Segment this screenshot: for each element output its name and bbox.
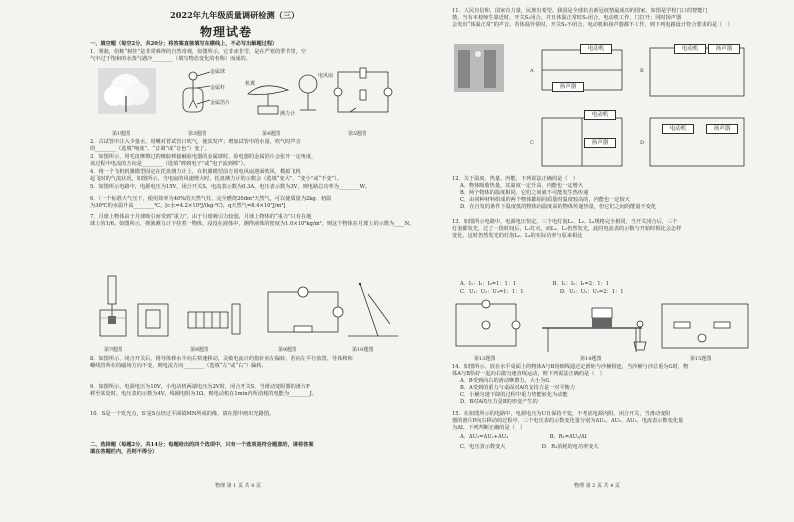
- left-page-footer: 物理 第 1 页 共 4 页: [215, 483, 261, 489]
- fig14-caption: 第14题图: [580, 356, 602, 362]
- c-motor-box: 电动机: [584, 110, 616, 120]
- q13-line2: 灯泡都发光，过了一段时间后，L₁灯灭，而L₂、L₃仍然发光，此时电流表的示数与开始时相比会怎样: [452, 226, 682, 232]
- q12-option-b: B．两个物体的温度相同，它们之间就不可能发生热传递: [460, 190, 589, 196]
- section-2-heading-cont: 填在答题栏内，否则不得分）: [90, 449, 158, 455]
- circuit-d-label: D: [640, 140, 645, 146]
- q8-line1: 8．如图所示，闭合开关后，将导体棒水平向右快速移动，灵敏电流计的指针向左偏转。若向左平行放置，导体棒和: [90, 356, 353, 362]
- q13-line3: 变化，这时仍然发光的灯泡L₂、L₃的实际功率与原来相比: [452, 233, 583, 239]
- q11-line3: 会发出“体温正常”的声音。若体温异常时，开关S₂不闭合，电动机和扬声器都不工作，则下列电路设计符合要求的是（ ）: [452, 22, 733, 28]
- fig3-label-ball: 金属球: [210, 69, 226, 75]
- fig13-caption: 第13题图: [474, 356, 496, 362]
- fig4-caption: 第4题图: [262, 131, 281, 137]
- fig13-lamp-circuit: [456, 300, 520, 346]
- fig8-coil: [188, 304, 240, 334]
- d-speaker-box: 扬声器: [706, 124, 738, 134]
- q15-line3: 为ΔI，下列判断正确的是（ ）: [452, 425, 526, 431]
- q7-line1: 7．月球上物体由于月球吸引而受到“重力”，由于月球吸引力较弱，月球上物体的“重力”只有在地: [90, 214, 312, 220]
- fig5-circuit: [334, 68, 392, 112]
- fig4-label-fan: 电风扇: [318, 73, 334, 79]
- c-speaker-box: 扬声器: [584, 138, 616, 148]
- b-motor-box: 电动机: [674, 44, 706, 54]
- q15-line1: 15．在如图所示的电路中，电源电压为U且保持不变，不考虑电源内阻。闭合开关，当滑动变阻: [452, 411, 671, 417]
- q15-line2: 器的滑片P向右移动的过程中，三个电压表的示数变化量分别为ΔU₁、ΔU₂、ΔU₃，电流表示数变化量: [452, 418, 684, 424]
- fig10-mirror: [348, 283, 398, 336]
- fig4-label-scale: 测力计: [280, 111, 296, 117]
- fig9-caption: 第9题图: [278, 347, 297, 353]
- fig7-spring-scale: [100, 276, 168, 336]
- figure-row-1: [98, 66, 398, 126]
- right-page-footer: 物理 第 2 页 共 4 页: [574, 483, 620, 489]
- q3-line1: 3．如图所示，用毛皮摩擦过的橡胶棒接触验电器的金属球时，验电器的金属箔片会张开一定角度，: [90, 154, 317, 160]
- q10-line1: 10．S是一个发光点，S'是S点经过平面镜MN所成的像，请在图中画出光路图。: [90, 411, 275, 417]
- fig8-caption: 第8题图: [190, 347, 209, 353]
- fig5-caption: 第5题图: [348, 131, 367, 137]
- q3-line2: 该过程中电流的方向是________（选填“棒到电子”或“电子流到棒”）。: [90, 161, 249, 167]
- fig3-caption: 第3题图: [188, 131, 207, 137]
- section-1-heading: 一、填空题（每空2分，共20分；将答案直接填写在横线上，不必写出解题过程）: [90, 41, 278, 47]
- q15-option-ab: A．ΔU₂=ΔU₁+ΔU₃ B．R₁=ΔU₁/ΔI: [460, 434, 587, 440]
- q13-line1: 13．如图所示电路中，电源电压恒定，三个电灯泡L₁、L₂、L₃规格完全相同，当开关闭合后，三个: [452, 219, 678, 225]
- fig4-wing-fan: [248, 75, 317, 114]
- fig3-label-rod: 金属杆: [210, 85, 226, 91]
- a-speaker-box: 扬声器: [552, 82, 584, 92]
- q7-line2: 球上的1/6。如图所示，弹簧测力计下挂着一物体，浸没在液体中，测得液体的密度为1.0×10³kg/m³，则这个物体在月球上的示数为____N。: [90, 221, 415, 227]
- q14-option-b: B．A受到的重力与桌面对A的支持力是一对平衡力: [460, 385, 576, 391]
- fig4-label-wing: 机翼: [245, 81, 256, 87]
- q2-line1: 2．古试管中注入少量水，用嘴对着试管口吹气，使其发声；增加试管中的水量，吹气时声音: [90, 139, 301, 145]
- q4-line2: 起飞时的气流状况，如图所示。当电扇的风速增大时，托盘测力计的示数会（选填“变大”、“变小”或“不变”）。: [90, 176, 342, 182]
- q15-option-cd: C．电压表示数变大 D．R₂消耗的电功率变大: [460, 444, 599, 450]
- fig9-motor-circuit: [268, 287, 343, 332]
- d-motor-box: 电动机: [662, 124, 694, 134]
- q12-option-a: A．物体吸收热量，其温度一定升高，内能也一定增大: [460, 183, 584, 189]
- q11-line2: 禁。当有本校师生靠近时，开关S₁闭合，并且体温正常时S₂闭合，电动机工作，门打开；同时扬声器: [452, 15, 682, 21]
- q12-stem: 12．关于温度、热量、内能，下列说法正确的是（ ）: [452, 176, 578, 182]
- section-2-heading: 二、选择题（每题2分，共14分；每题给出的四个选项中，只有一个选项是符合题意的，请将答案: [90, 442, 314, 448]
- q6-line1: 6．（一个标准大气压下，使用效率为40%的天然气灶，完全燃烧20dm³天然气，可以使质量为2kg、初温: [90, 196, 332, 202]
- q9-line1: 9．如图所示，电源电压为10V，小电动机两端电压为2V时，闭合开关S，当滑动变阻器的滑片P: [90, 384, 310, 390]
- q11-line1: 11．人民有信仰，国家有力量，民族有希望。我国是全球抗击新冠疫情最成功的国家。如图是学校门口的智能门: [452, 8, 708, 14]
- q4-line1: 4．将一个飞机机翼模型固定在托盘测力计上，在机翼模型前方用电风扇迎面吹风，模拟飞机: [90, 169, 301, 175]
- exam-title: 物理试卷: [200, 25, 253, 39]
- q5-line1: 5．如图所示电路中，电源电压为15V，闭合开关S，电流表示数为0.3A，电压表示数为3V，则电路总功率为________W。: [90, 184, 371, 190]
- q14-option-d: D．B对A的压力是B的形变产生的: [460, 399, 538, 405]
- circuit-b-label: B: [640, 68, 644, 74]
- q6-line2: 为30℃的水温升高________℃。[c水=4.2×10³J/(kg·℃)，q天然气=8.4×10⁷J/m³]: [90, 203, 286, 209]
- fig3-electroscope: [183, 72, 210, 112]
- q14-line2: 体A与B恰好一起向右做匀速直线运动，则下列说法正确的是（ ）: [452, 371, 605, 377]
- q12-option-d: D．在自发的条件下温度低的物体向温度高的物体传递热量，但它们之间的能量不变化: [460, 204, 657, 210]
- q13-option-ab: A．I₁：I₂：I₃=1：1：1 B．I₁：I₂：I₃=2：1：1: [460, 281, 610, 287]
- fig7-caption: 第7题图: [104, 347, 123, 353]
- q9-line2: 移至某处时，电压表的示数为4V，线圈电阻为1Ω，则电动机在1min内所消耗的电能为________J。: [90, 391, 318, 397]
- fig14-pulley: [542, 308, 646, 352]
- q1-line2: 气中过于饱和的水蒸气遇冷________（填写物态变化的名称）而成的。: [90, 56, 251, 62]
- a-motor-box: 电动机: [580, 44, 612, 54]
- q1-line1: 1．雾凇，俗称“树挂”是非常难得的自然奇观，如图所示，它非冰非雪，是在严寒的季节里，空: [90, 49, 307, 55]
- q13-option-cd: C．U₁：U₂：U₃=1：1：1 D．U₁：U₂：U₃=2：1：1: [460, 289, 624, 295]
- exam-header: 2022年九年级质量调研检测（三）: [170, 10, 300, 20]
- fig3-label-foil: 金属箔片: [210, 100, 231, 106]
- figure-row-2: [98, 274, 398, 344]
- fig15-variable-circuit: [662, 304, 748, 348]
- circuit-a-label: A: [530, 68, 534, 74]
- circuit-c-label: C: [530, 140, 534, 146]
- fig10-caption: 第10题图: [352, 347, 374, 353]
- q14-option-a: A．B受到向右的滑动摩擦力，大小为G: [460, 378, 550, 384]
- q14-line1: 14．如图所示，放在水平桌面上的物体A与B用细线通过定滑轮与沙桶相连，当沙桶与沙总重为G时，物: [452, 364, 689, 370]
- fig1-caption: 第1题图: [112, 131, 131, 137]
- q12-option-c: C．由同种材料组成的两个物体都相同质量时温度较高的，内能也一定较大: [460, 197, 630, 203]
- q8-line2: 螺线管所在的磁场方向不变，则电流方向________（选填“左”或“右”）偏转。: [90, 363, 267, 369]
- b-speaker-box: 扬声器: [708, 44, 740, 54]
- q13-15-figures: [452, 298, 752, 354]
- q14-option-c: C．小桶匀速下降的过程中重力势能转化为动能: [460, 392, 568, 398]
- fig15-caption: 第15题图: [690, 356, 712, 362]
- circuit-option-b: [650, 48, 744, 96]
- q2-line2: 的________（选填“响度”、“音调”或“音色”）变了。: [90, 146, 210, 152]
